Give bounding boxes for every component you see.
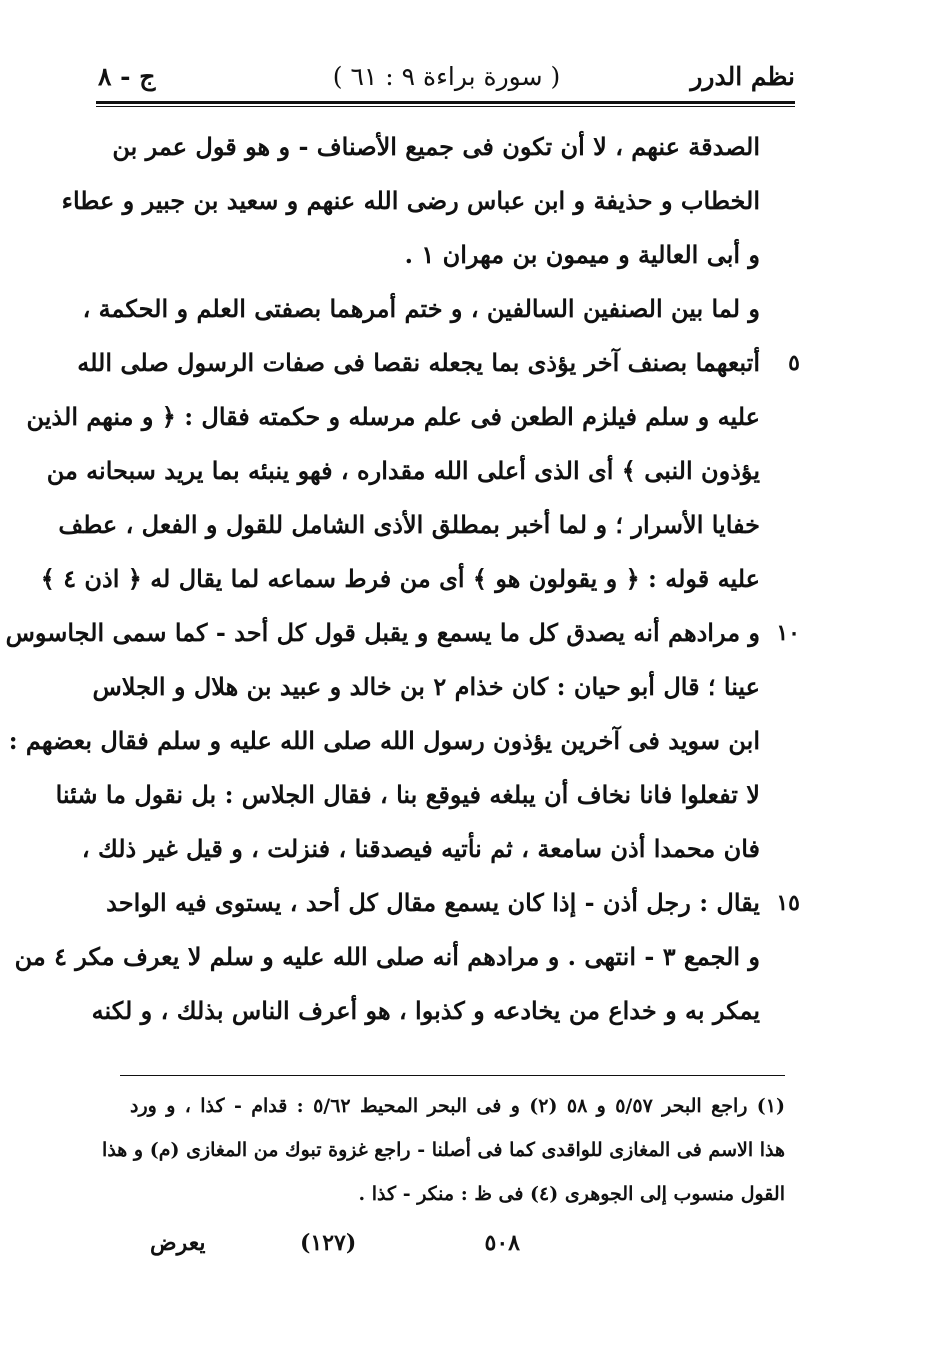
footnote-line: القول منسوب إلى الجوهرى (٤) فى ظ : منكر - كذا . — [358, 1183, 785, 1205]
footnote-line: هذا الاسم فى المغازى للواقدى كما فى أصلنا - راجع غزوة تبوك من المغازى (م) و هذا — [102, 1139, 785, 1161]
text-line: عينا ؛ قال أبو حيان : كان خذام ٢ بن خالد و عبيد بن هلال و الجلاس — [92, 672, 760, 701]
footnote-rule — [120, 1075, 785, 1076]
text-line: و لما بين الصنفين السالفين ، و ختم أمرهما بصفتى العلم و الحكمة ، — [82, 294, 760, 323]
text-line: عليه قوله : ﴿ و يقولون هو ﴾ أى من فرط سماعه لما يقال له ﴿ اذن ٤ ﴾ — [40, 564, 760, 593]
text-line: فان محمدا أذن سامعة ، ثم نأتيه فيصدقنا ، فنزلت ، و قيل غير ذلك ، — [81, 834, 760, 863]
signature-number: (١٢٧) — [300, 1230, 357, 1256]
volume-label: ج - ٨ — [98, 62, 156, 91]
text-line: ١٠ و مرادهم أنه يصدق كل ما يسمع و يقبل قول كل أحد - كما سمى الجاسوس — [120, 606, 760, 660]
text-line: و أبى العالية و ميمون بن مهران ١ . — [404, 240, 760, 269]
text-line: لا تفعلوا فانا نخاف أن يبلغه فيوقع بنا ، فقال الجلاس : بل نقول ما شئنا — [55, 780, 760, 809]
book-title: نظم الدرر — [690, 62, 795, 91]
page-number: ٥٠٨ — [484, 1230, 520, 1256]
footnote-line: (١) راجع البحر ٥/٥٧ و ٥٨ (٢) و فى البحر المحيط ٥/٦٢ : قدام - كذا ، و ورد — [130, 1095, 785, 1117]
text-line: و الجمع ٣ - انتهى . و مرادهم أنه صلى الله عليه و سلم لا يعرف مكر ٤ من — [14, 942, 760, 971]
page-footer — [150, 1230, 520, 1270]
text-line: ابن سويد فى آخرين يؤذون رسول الله صلى الله عليه و سلم فقال بعضهم : — [8, 726, 760, 755]
footnotes — [102, 1084, 785, 1216]
line-number: ١٥ — [776, 890, 800, 916]
text-line: الخطاب و حذيفة و ابن عباس رضى الله عنهم و سعيد بن جبير و عطاء — [61, 186, 760, 215]
text-line: عليه و سلم فيلزم الطعن فى علم مرسله و حكمته فقال : ﴿ و منهم الذين — [26, 402, 760, 431]
surah-reference: ( سورة براءة ٩ : ٦١ ) — [332, 62, 561, 91]
catchword: يعرض — [150, 1230, 206, 1256]
line-number: ٥ — [788, 350, 800, 376]
text-line: يمكر به و خداع من يخادعه و كذبوا ، هو أعرف الناس بذلك ، و لكنه — [91, 996, 760, 1025]
text-line: ٥ أتبعهما بصنف آخر يؤذى بما يجعله نقصا فى صفات الرسول صلى الله — [120, 336, 760, 390]
header-rule — [96, 101, 795, 107]
text-line: ١٥ يقال : رجل أذن - إذا كان يسمع مقال كل أحد ، يستوى فيه الواحد — [120, 876, 760, 930]
main-text — [5, 120, 800, 1038]
line-number: ١٠ — [776, 620, 800, 646]
text-line: يؤذون النبى ﴾ أى الذى أعلى الله مقداره ، فهو ينبئه بما يريد سبحانه من — [46, 456, 760, 485]
text-line: خفايا الأسرار ؛ و لما أخبر بمطلق الأذى الشامل للقول و الفعل ، عطف — [58, 510, 760, 539]
text-line: الصدقة عنهم ، لا أن تكون فى جميع الأصناف - و هو قول عمر بن — [112, 132, 760, 161]
running-header — [98, 58, 795, 98]
